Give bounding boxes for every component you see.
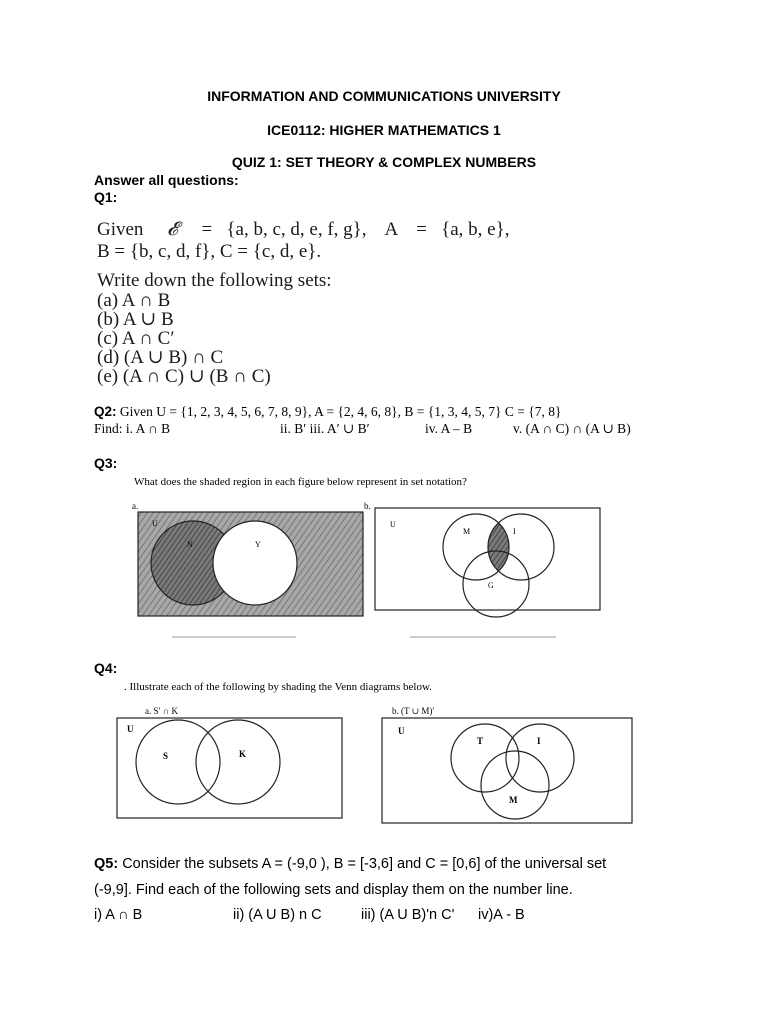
q3-fig-a-circle-y	[213, 521, 297, 605]
q5-label: Q5:	[94, 856, 119, 872]
q2-find-v: v. (A ∩ C) ∩ (A ∪ B)	[513, 421, 631, 436]
q3-venn-b	[364, 501, 600, 637]
q4-fig-b-m-label: M	[509, 795, 518, 805]
q1-given-word: Given	[97, 219, 144, 240]
q2-find-i: Find: i. A ∩ B	[94, 421, 171, 436]
q4-figures	[110, 700, 650, 830]
q3-fig-a-y-label: Y	[255, 540, 261, 549]
q1-given-sets: = {a, b, c, d, e, f, g}, A = {a, b, e},	[201, 219, 510, 240]
q4-fig-b-caption: b. (T ∪ M)′	[392, 706, 435, 716]
q3-prompt: What does the shaded region in each figure below represent in set notation?	[134, 476, 467, 488]
q4-fig-a-caption: a. S′ ∩ K	[145, 706, 178, 716]
q5-line1-text: Consider the subsets A = (-9,0 ), B = [-3,6] and C = [0,6] of the universal set	[122, 856, 607, 872]
q5-item-i: i) A ∩ B	[94, 907, 143, 923]
q3-figures	[128, 496, 608, 656]
q3-fig-b-i-label: I	[513, 527, 516, 536]
q3-fig-b-g-label: G	[488, 581, 494, 590]
q1-given-line2: B = {b, c, d, f}, C = {c, d, e}.	[97, 241, 322, 262]
q3-fig-b-u-label: U	[390, 520, 396, 529]
instructions: Answer all questions:	[94, 172, 239, 188]
q1-prompt: Write down the following sets:	[97, 270, 332, 291]
q4-fig-b-t-label: T	[477, 736, 484, 746]
q3-fig-b-m-label: M	[463, 527, 471, 536]
q4-fig-b-i-label: I	[537, 736, 541, 746]
q4-fig-b-universe	[382, 718, 632, 823]
q1-label: Q1:	[94, 189, 118, 205]
q1-item-b: (b) A ∪ B	[97, 309, 174, 330]
q4-venn-a	[117, 706, 342, 818]
q2-find-ii-iii: ii. B′ iii. A′ ∪ B′	[280, 421, 370, 436]
q3-label: Q3:	[94, 455, 118, 471]
q4-prompt: . Illustrate each of the following by shading the Venn diagrams below.	[124, 681, 432, 693]
q1-given-line1	[97, 220, 509, 240]
q3-fig-a-tag: a.	[132, 501, 139, 511]
q5-line1	[94, 856, 606, 872]
q4-fig-a-u-label: U	[127, 724, 134, 734]
q1-item-c: (c) A ∩ C′	[97, 328, 175, 349]
q3-venn-a	[132, 501, 363, 637]
q2-label: Q2:	[94, 404, 117, 419]
q3-fig-a-u-label: U	[152, 519, 158, 528]
q1-item-d: (d) (A ∪ B) ∩ C	[97, 347, 224, 368]
q5-line2: (-9,9]. Find each of the following sets and display them on the number line.	[94, 882, 573, 898]
q4-fig-a-s-label: S	[163, 751, 169, 761]
q2-find-iv: iv. A – B	[425, 421, 473, 436]
quiz-title: QUIZ 1: SET THEORY & COMPLEX NUMBERS	[231, 154, 537, 170]
q2-given-text: Given U = {1, 2, 3, 4, 5, 6, 7, 8, 9}, A = {2, 4, 6, 8}, B = {1, 3, 4, 5, 7} C = {7, 8}	[119, 404, 562, 419]
course-title: ICE0112: HIGHER MATHEMATICS 1	[267, 122, 501, 138]
q3-fig-b-tag: b.	[364, 501, 371, 511]
q2-given	[94, 404, 561, 420]
q1-item-e: (e) (A ∩ C) ∪ (B ∩ C)	[97, 366, 271, 387]
q1-item-a: (a) A ∩ B	[97, 290, 171, 311]
q4-fig-b-u-label: U	[398, 726, 405, 736]
q4-venn-b	[382, 706, 632, 823]
q5-item-iii: iii) (A U B)'n C'	[361, 907, 455, 923]
q4-fig-a-k-label: K	[239, 749, 247, 759]
q4-label: Q4:	[94, 660, 118, 676]
university-title: INFORMATION AND COMMUNICATIONS UNIVERSITY	[207, 88, 561, 104]
universal-set-symbol-icon: 𝓔	[166, 219, 178, 240]
q5-item-iv: iv)A - B	[478, 907, 525, 923]
q5-item-ii: ii) (A U B) n C	[233, 907, 322, 923]
q3-fig-a-n-label: N	[187, 540, 193, 549]
q3-fig-b-universe	[375, 508, 600, 610]
